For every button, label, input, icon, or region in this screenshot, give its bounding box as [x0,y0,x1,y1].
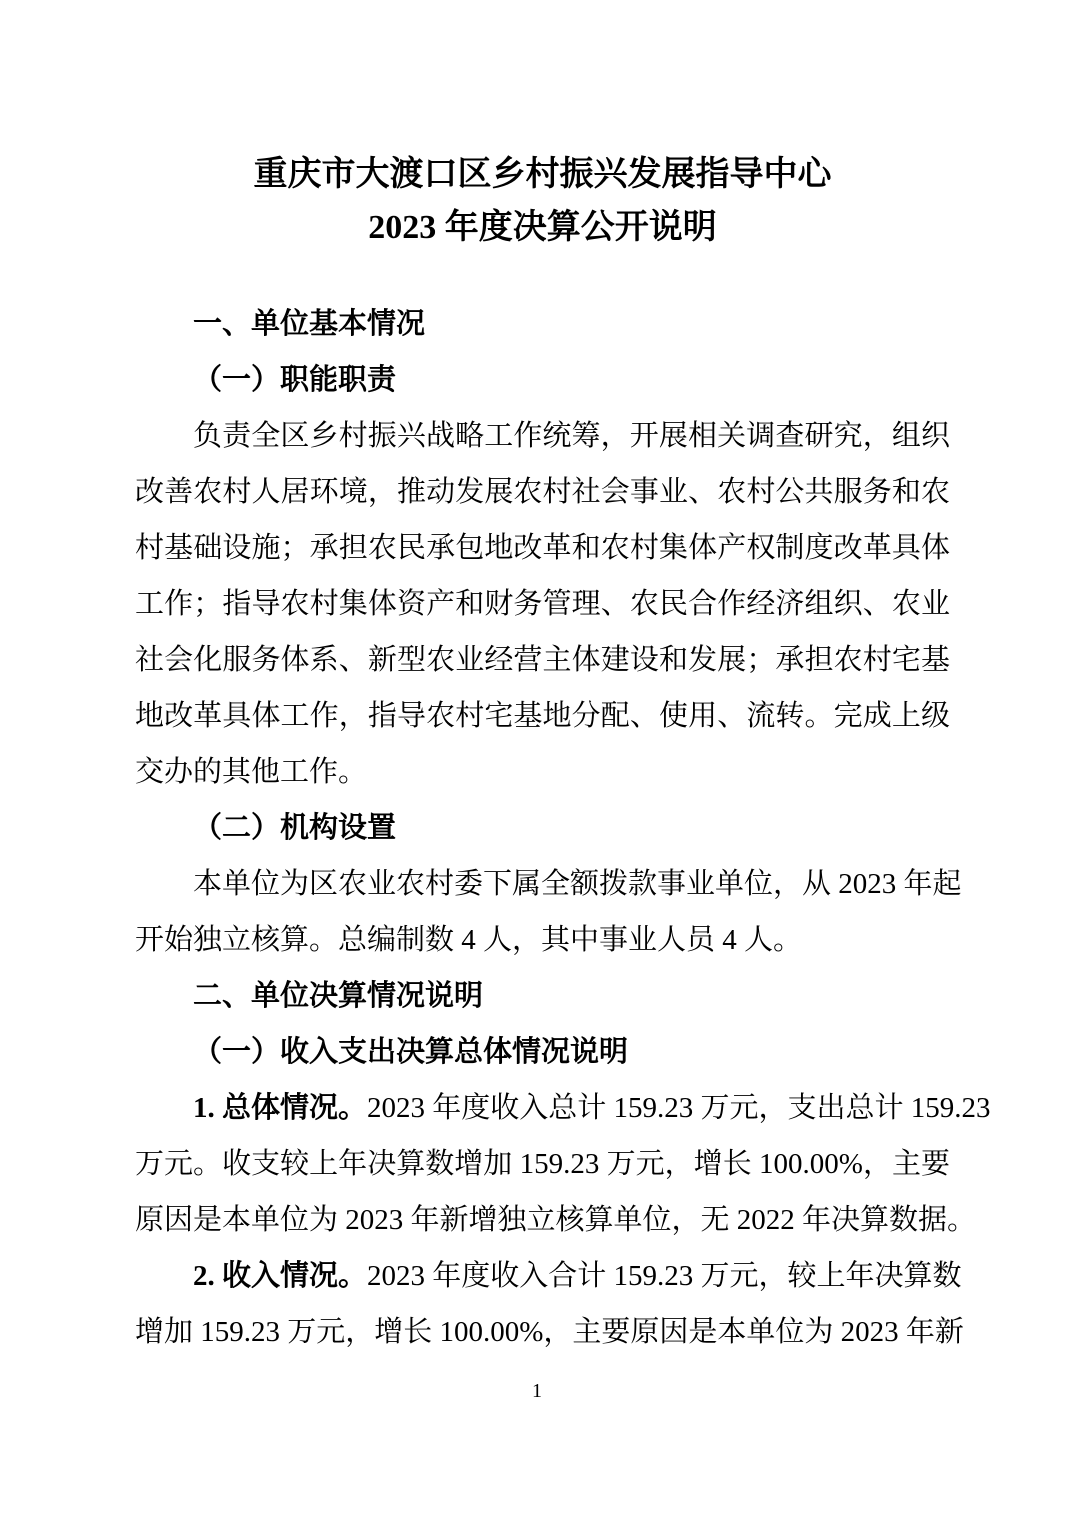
sub2-heading: （二）机构设置 [193,812,397,844]
sub3-heading: （一）收入支出决算总体情况说明 [193,1036,629,1068]
para1-line6: 地改革具体工作，指导农村宅基地分配、使用、流转。完成上级 [135,700,950,732]
para3-line2: 万元。收支较上年决算数增加 159.23 万元，增长 100.00%，主要 [135,1148,950,1180]
para1-line1: 负责全区乡村振兴战略工作统筹，开展相关调查研究，组织 [193,420,950,452]
para1-line2: 改善农村人居环境，推动发展农村社会事业、农村公共服务和农 [135,476,950,508]
section2-heading: 二、单位决算情况说明 [193,980,484,1012]
para4-line1-rest: 2023 年度收入合计 159.23 万元，较上年决算数 [367,1260,962,1292]
para4-line1 [135,1248,962,1304]
document-title-line1: 重庆市大渡口区乡村振兴发展指导中心 [253,156,832,193]
page-number: 1 [532,1380,542,1402]
para4-lead: 2. 收入情况。 [193,1260,368,1292]
para1-line5: 社会化服务体系、新型农业经营主体建设和发展；承担农村宅基 [135,644,950,676]
para1-line4: 工作；指导农村集体资产和财务管理、农民合作经济组织、农业 [135,588,950,620]
document-content [135,148,991,1360]
para3-line1 [135,1080,991,1136]
title-gap [135,254,950,296]
para1-line3: 村基础设施；承担农民承包地改革和农村集体产权制度改革具体 [135,532,950,564]
section1-heading: 一、单位基本情况 [193,308,426,340]
para3-line3: 原因是本单位为 2023 年新增独立核算单位，无 2022 年决算数据。 [135,1204,977,1236]
para3-line1-rest: 2023 年度收入总计 159.23 万元，支出总计 159.23 [367,1092,991,1124]
para2-line1: 本单位为区农业农村委下属全额拨款事业单位，从 2023 年起 [193,868,962,900]
para4-line2: 增加 159.23 万元，增长 100.00%，主要原因是本单位为 2023 年新 [135,1316,964,1348]
sub1-heading: （一）职能职责 [193,364,397,396]
para2-line2: 开始独立核算。总编制数 4 人，其中事业人员 4 人。 [135,924,803,956]
para1-line7: 交办的其他工作。 [135,756,368,788]
document-title-line2: 2023 年度决算公开说明 [368,209,717,246]
para3-lead: 1. 总体情况。 [193,1092,368,1124]
